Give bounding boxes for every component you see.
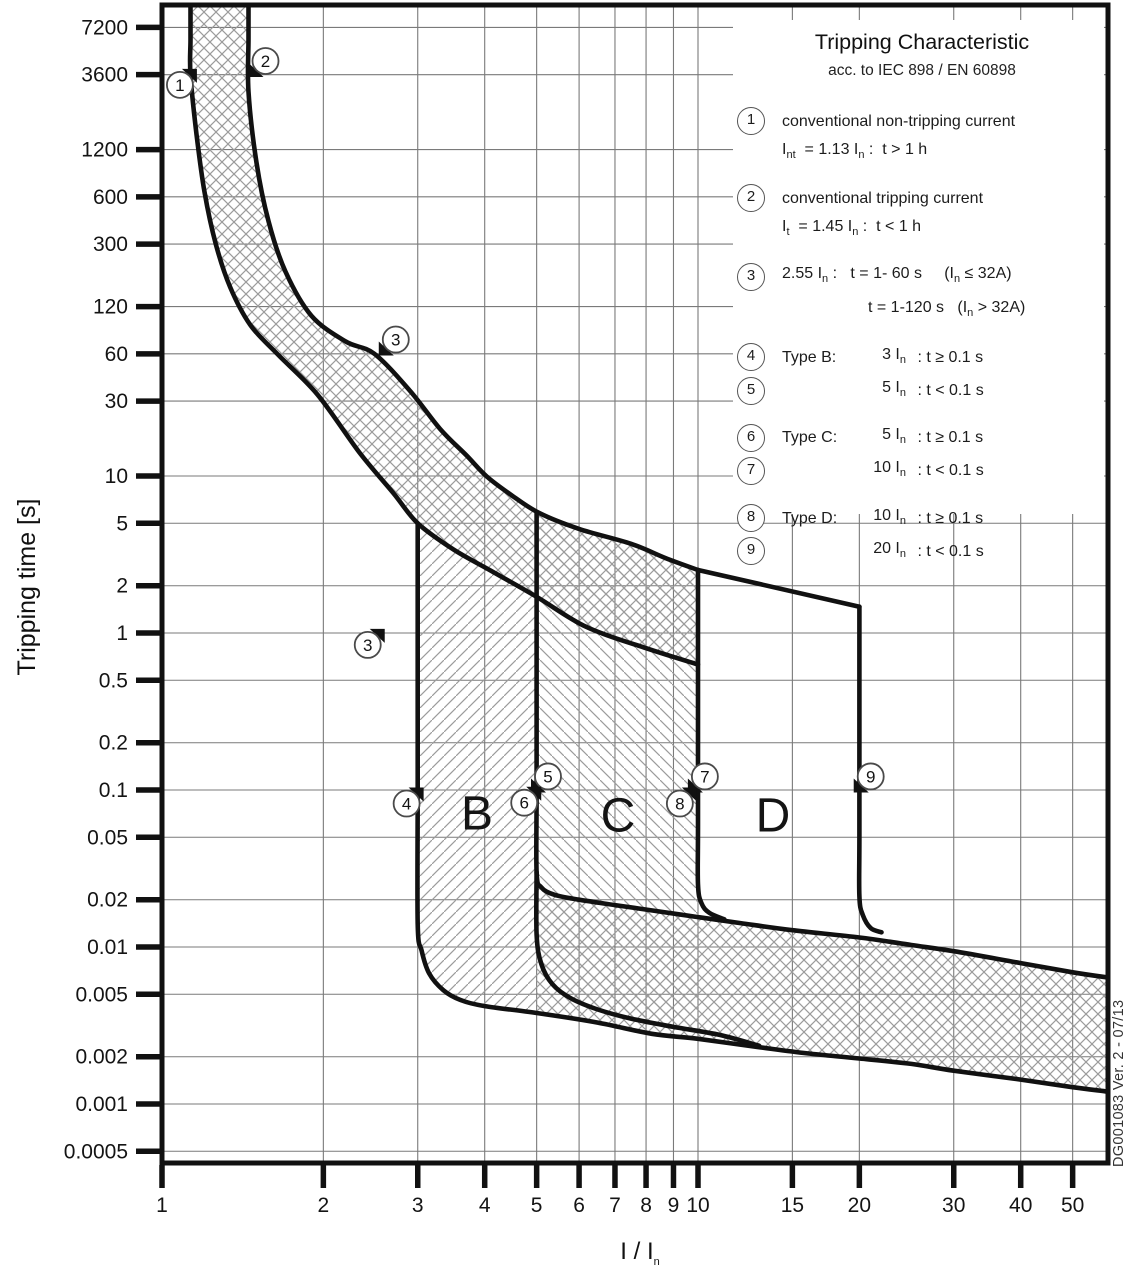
y-axis-title bbox=[13, 387, 47, 787]
subscript: n bbox=[899, 387, 906, 400]
legend-row-10 bbox=[737, 455, 1107, 486]
legend-multiple: 5 $I_n$ bbox=[882, 426, 906, 447]
marker-number: 3 bbox=[362, 635, 373, 655]
y-tick-label-0.002: 0.002 bbox=[75, 1045, 128, 1069]
legend-number-badge-2: 2 bbox=[737, 184, 765, 212]
marker-number: 3 bbox=[391, 330, 401, 350]
legend-row-5 bbox=[737, 261, 1107, 292]
region-label-B: B bbox=[461, 787, 494, 841]
y-tick-label-300: 300 bbox=[92, 233, 128, 257]
y-tick-label-1: 1 bbox=[116, 622, 128, 645]
y-tick-label-60: 60 bbox=[104, 342, 128, 366]
x-tick-label-5: 5 bbox=[530, 1194, 543, 1217]
y-tick-label-7200: 7200 bbox=[81, 16, 128, 40]
legend-number-spacer bbox=[737, 296, 765, 324]
legend-number-badge-3: 3 bbox=[737, 263, 765, 291]
legend-row-2 bbox=[737, 137, 1107, 168]
legend-type-label: Type C: bbox=[782, 429, 838, 447]
legend-subtitle: acc. to IEC 898 / EN 60898 bbox=[828, 62, 1016, 79]
legend-number-badge-5: 5 bbox=[737, 377, 765, 405]
subscript: n bbox=[953, 273, 961, 286]
subscript: n bbox=[899, 514, 906, 527]
marker-number: 7 bbox=[700, 767, 710, 787]
subscript: n bbox=[899, 547, 906, 560]
legend-row-11 bbox=[737, 503, 1107, 534]
y-tick-label-1200: 1200 bbox=[81, 138, 128, 162]
legend-type-label: Type B: bbox=[782, 348, 837, 366]
x-tick-label-8: 8 bbox=[640, 1194, 652, 1217]
legend-row-9 bbox=[737, 422, 1107, 453]
y-tick-label-600: 600 bbox=[92, 185, 128, 209]
legend-condition: : t ≥ 0.1 s bbox=[913, 509, 984, 527]
region-label-D: D bbox=[755, 789, 791, 843]
legend-text: conventional non-tripping current bbox=[782, 112, 1016, 130]
marker-number: 4 bbox=[401, 794, 412, 814]
y-tick-label-120: 120 bbox=[92, 295, 128, 319]
legend-text: $I_t = 1.45$ $I_n$ : t < 1 h bbox=[782, 218, 922, 239]
y-tick-label-5: 5 bbox=[116, 512, 128, 536]
y-tick-label-0.02: 0.02 bbox=[87, 888, 128, 912]
legend-number-badge-6: 6 bbox=[737, 424, 765, 452]
y-tick-label-0.005: 0.005 bbox=[75, 983, 128, 1007]
legend-number-spacer bbox=[737, 139, 765, 167]
y-tick-label-10: 10 bbox=[104, 465, 128, 488]
legend-multiple: 20 $I_n$ bbox=[873, 539, 906, 560]
x-axis-title-subscript: n bbox=[653, 1255, 660, 1268]
y-tick-label-30: 30 bbox=[104, 390, 128, 414]
subscript: n bbox=[852, 226, 859, 239]
y-tick-label-0.0005: 0.0005 bbox=[63, 1140, 128, 1164]
legend-row-1 bbox=[737, 107, 1107, 135]
legend-number-badge-9: 9 bbox=[737, 537, 765, 565]
legend-number-badge-1: 1 bbox=[737, 107, 765, 135]
x-tick-label-20: 20 bbox=[847, 1194, 872, 1217]
x-tick-label-50: 50 bbox=[1060, 1194, 1085, 1217]
x-tick-label-10: 10 bbox=[686, 1194, 710, 1217]
y-tick-label-0.5: 0.5 bbox=[98, 669, 128, 693]
y-axis-title-text: Tripping time [s] bbox=[13, 498, 41, 676]
marker-number: 5 bbox=[543, 767, 553, 787]
subscript: n bbox=[899, 434, 906, 447]
legend-type-label: Type D: bbox=[782, 509, 838, 527]
x-tick-label-30: 30 bbox=[942, 1194, 966, 1217]
legend-text: conventional tripping current bbox=[782, 189, 984, 207]
marker-number: 2 bbox=[260, 51, 271, 71]
legend-multiple: 5 $I_n$ bbox=[882, 378, 906, 400]
y-tick-label-0.01: 0.01 bbox=[87, 936, 128, 959]
x-tick-label-15: 15 bbox=[780, 1194, 805, 1217]
legend-multiple: 10 $I_n$ bbox=[873, 506, 906, 527]
legend-multiple: 3 $I_n$ bbox=[882, 345, 906, 366]
x-axis-title-text: I / I bbox=[620, 1238, 654, 1265]
legend-number-badge-4: 4 bbox=[737, 343, 765, 371]
subscript: t bbox=[786, 226, 790, 239]
subscript: n bbox=[858, 149, 865, 162]
document-version-note: DG001083 Ver. 2 - 07/13 bbox=[1111, 999, 1127, 1167]
legend-panel bbox=[737, 30, 1107, 567]
x-tick-label-40: 40 bbox=[1009, 1194, 1033, 1217]
legend-condition: : t < 0.1 s bbox=[913, 542, 984, 560]
subscript: n bbox=[822, 273, 829, 286]
legend-condition: : t < 0.1 s bbox=[913, 462, 984, 480]
x-axis-title bbox=[560, 1238, 720, 1268]
legend-row-3 bbox=[737, 184, 1107, 212]
legend-condition: : t ≥ 0.1 s bbox=[913, 348, 984, 366]
x-tick-label-2: 2 bbox=[317, 1194, 330, 1217]
legend-number-badge-7: 7 bbox=[737, 457, 765, 485]
legend-title: Tripping Characteristic bbox=[814, 30, 1030, 54]
legend-number-badge-8: 8 bbox=[737, 504, 765, 532]
legend-row-4 bbox=[737, 214, 1107, 245]
legend-condition: : t ≥ 0.1 s bbox=[913, 429, 984, 447]
marker-number: 9 bbox=[865, 767, 876, 787]
legend-text: t = 1-120 s $(I_n > 32A)$ bbox=[868, 298, 1026, 319]
legend-condition: : t < 0.1 s bbox=[913, 382, 984, 400]
y-tick-label-0.2: 0.2 bbox=[98, 731, 128, 755]
x-tick-label-4: 4 bbox=[478, 1194, 491, 1217]
legend-row-6 bbox=[737, 295, 1107, 326]
legend-text: $I_{nt} = 1.13$ $I_n$ : t > 1 h bbox=[782, 141, 928, 162]
x-tick-label-6: 6 bbox=[573, 1194, 585, 1217]
x-tick-label-1: 1 bbox=[156, 1194, 168, 1217]
legend-text: 2.55 $I_n$ : t = 1- 60 s $(I_n \le 32A)$ bbox=[782, 265, 1012, 286]
marker-number: 1 bbox=[175, 75, 185, 95]
region-fill-type-b-region bbox=[418, 523, 537, 1013]
subscript: n bbox=[967, 306, 974, 319]
x-tick-label-3: 3 bbox=[411, 1194, 424, 1217]
y-tick-label-3600: 3600 bbox=[81, 63, 128, 87]
legend-rows bbox=[737, 107, 1107, 567]
marker-number: 8 bbox=[675, 794, 685, 814]
y-tick-label-0.001: 0.001 bbox=[75, 1093, 128, 1116]
y-tick-label-2: 2 bbox=[116, 574, 128, 598]
y-tick-label-0.1: 0.1 bbox=[98, 779, 128, 802]
x-tick-label-9: 9 bbox=[667, 1194, 680, 1217]
legend-multiple: 10 $I_n$ bbox=[873, 459, 906, 480]
marker-number: 6 bbox=[519, 793, 529, 813]
x-tick-label-7: 7 bbox=[609, 1194, 621, 1217]
legend-row-7 bbox=[737, 342, 1107, 373]
legend-row-12 bbox=[737, 536, 1107, 567]
subscript: nt bbox=[786, 149, 796, 162]
legend-row-8 bbox=[737, 375, 1107, 406]
legend-number-spacer bbox=[737, 216, 765, 244]
region-label-C: C bbox=[600, 789, 636, 843]
subscript: n bbox=[899, 353, 906, 366]
subscript: n bbox=[899, 467, 906, 480]
y-tick-label-0.05: 0.05 bbox=[87, 826, 128, 850]
